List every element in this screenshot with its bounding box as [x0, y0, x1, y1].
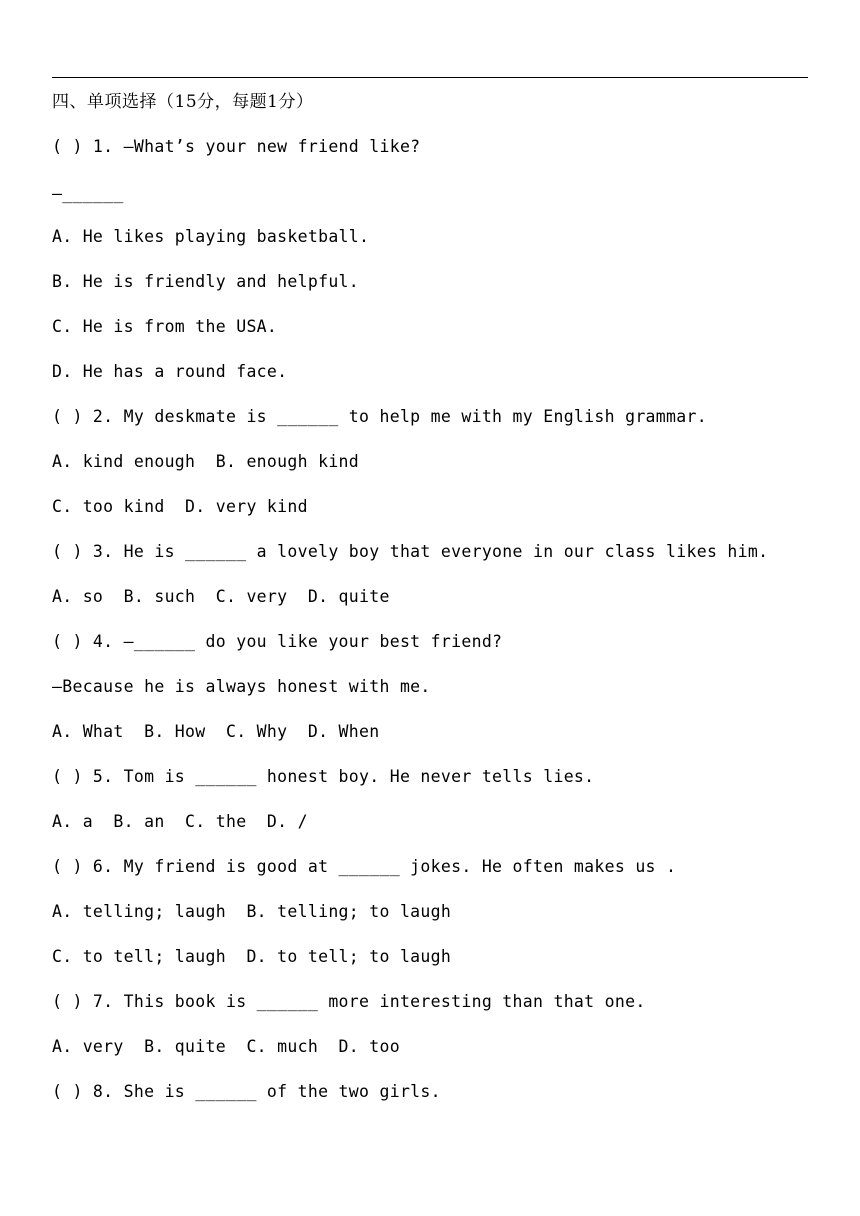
question-2-stem: ( ) 2. My deskmate is ______ to help me with my English grammar. [52, 407, 707, 426]
question-3-options: A. so B. such C. very D. quite [52, 587, 390, 606]
question-6-stem: ( ) 6. My friend is good at ______ jokes. He often makes us . [52, 857, 677, 876]
question-5-options: A. a B. an C. the D. / [52, 812, 308, 831]
question-4-options: A. What B. How C. Why D. When [52, 722, 380, 741]
question-7-options: A. very B. quite C. much D. too [52, 1037, 400, 1056]
section-heading: 四、单项选择（15分，每题1分） [52, 92, 314, 112]
question-2-options-ab: A. kind enough B. enough kind [52, 452, 360, 471]
question-1-stem: ( ) 1. —What’s your new friend like? [52, 137, 421, 156]
question-1-option-c: C. He is from the USA. [52, 317, 278, 336]
question-3-stem: ( ) 3. He is ______ a lovely boy that everyone in our class likes him. [52, 542, 769, 561]
question-1-option-b: B. He is friendly and helpful. [52, 272, 360, 291]
question-7-stem: ( ) 7. This book is ______ more interesting than that one. [52, 992, 646, 1011]
question-4-stem: ( ) 4. —______ do you like your best friend? [52, 632, 503, 651]
question-6-options-cd: C. to tell; laugh D. to tell; to laugh [52, 947, 452, 966]
question-1-option-a: A. He likes playing basketball. [52, 227, 370, 246]
question-4-reply: —Because he is always honest with me. [52, 677, 431, 696]
header-rule [52, 77, 808, 78]
question-6-options-ab: A. telling; laugh B. telling; to laugh [52, 902, 452, 921]
question-8-stem: ( ) 8. She is ______ of the two girls. [52, 1082, 441, 1101]
question-1-reply: —______ [52, 184, 124, 203]
question-5-stem: ( ) 5. Tom is ______ honest boy. He never tells lies. [52, 767, 595, 786]
question-1-option-d: D. He has a round face. [52, 362, 288, 381]
question-2-options-cd: C. too kind D. very kind [52, 497, 308, 516]
